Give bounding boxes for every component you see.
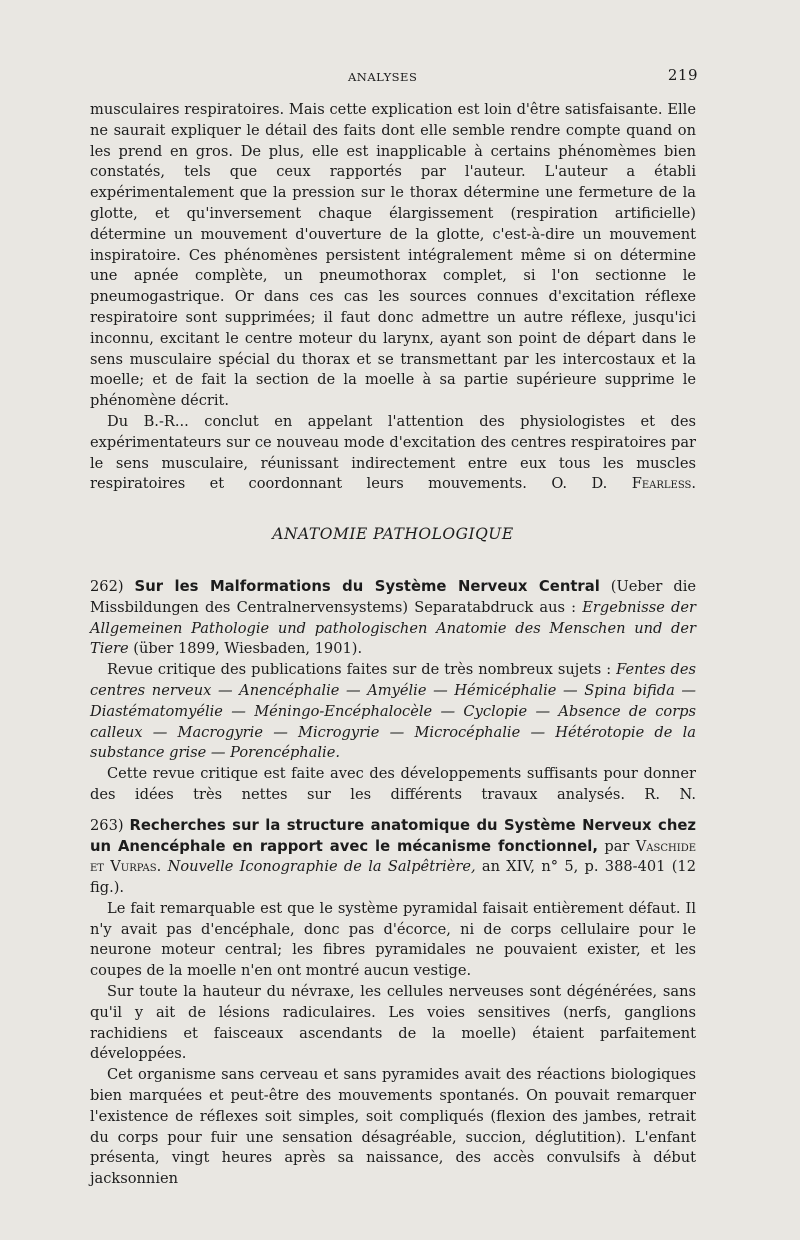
section-title: ANATOMIE PATHOLOGIQUE (272, 525, 514, 544)
page-body (90, 100, 696, 1190)
intro-signature: O. D. Fearless. (551, 475, 696, 493)
article-263-authors: Vaschide et Vurpas. (90, 837, 697, 876)
article-262-paragraph-2 (90, 764, 696, 806)
article-262-ref-source: Ergebnisse der Allgemeinen Pathologie und pathologischen Anatomie des Menschen und der Tiere (90, 598, 696, 658)
running-title: ANALYSES (348, 70, 418, 84)
article-262-ref-tail: (über 1899, Wiesbaden, 1901). (133, 640, 363, 658)
article-262-p1-topics: Fentes des centres nerveux — Anencéphalie — Amyélie — Hémicéphalie — Spina bifida — Diastématomyélie — Méningo-Encéphalocèle — Cyclopie — Absence de corps calleux — Macrogyrie — Microgyrie — Microcéphalie — Hétérotopie de la substance grise — Porencéphalie. (90, 661, 696, 762)
article-263-ref-source: Nouvelle Iconographie de la Salpêtrière, (167, 858, 476, 876)
page-header (88, 66, 698, 86)
article-262-paragraph-1 (90, 660, 696, 764)
article-262-number: 262) (90, 577, 124, 595)
article-262-p1-text: Revue critique des publications faites sur de très nombreux sujets : (107, 661, 612, 679)
intro-paragraph-1: musculaires respiratoires. Mais cette explication est loin d'être satisfaisante. Elle ne saurait expliquer le détail des faits dont elle semble rendre compte quand on les prend en gros. De plus, elle est inapplicable à certains phénomèmes bien constatés, tels que ceux rapportés par l'auteur. L'auteur a établi expérimentalement que la pression sur le thorax détermine une fermeture de la glotte, et qu'inversement chaque élargissement (respiration artificielle) détermine un mouvement d'ouverture de la glotte, c'est-à-dire un mouvement inspiratoire. Ces phénomènes persistent intégralement même si on détermine une apnée complète, un pneumothorax complet, si l'on sectionne le pneumogastrique. Or dans ces cas les sources connues d'excitation réflexe respiratoire sont supprimées; il faut donc admettre un autre réflexe, jusqu'ici inconnu, excitant le centre moteur du larynx, ayant son point de départ dans le sens musculaire spécial du thorax et se transmettant par les intercostaux et la moelle; et de fait la section de la moelle à sa partie supérieure supprime le phénomène décrit. (90, 101, 696, 410)
article-263-heading (90, 816, 696, 899)
article-262-ref: (Ueber die Missbildungen des Centralnervensystems) Separatabdruck aus : (90, 577, 696, 616)
article-262-heading (90, 577, 696, 660)
article-263-number: 263) (90, 816, 124, 834)
article-263-ref-tail: an XIV, n° 5, p. 388-401 (12 fig.). (90, 858, 696, 897)
article-262-p2-text: Cette revue critique est faite avec des développements suffisants pour donner des idées très nettes sur les différents travaux analysés. (90, 765, 696, 803)
article-262 (90, 577, 696, 806)
article-263-ref-par: par (604, 837, 630, 855)
article-263-title: Recherches sur la structure anatomique du Système Nerveux chez un Anencéphale en rapport avec le mécanisme fonctionnel, (90, 816, 697, 855)
intro-paragraph-2 (90, 412, 696, 495)
article-263-paragraph-3: Cet organisme sans cerveau et sans pyramides avait des réactions biologiques bien marquées et peut-être des mouvements spontanés. On pouvait remarquer l'existence de réflexes soit simples, soit compliqués (flexion des jambes, retrait du corps pour fuir une sensation désagréable, succion, déglutition). L'enfant présenta, vingt heures après sa naissance, des accès convulsifs à début jacksonnien (90, 1066, 696, 1188)
page-number: 219 (667, 66, 698, 84)
article-262-signature: R. N. (644, 785, 696, 803)
article-263 (90, 816, 696, 1190)
article-263-paragraph-2: Sur toute la hauteur du névraxe, les cellules nerveuses sont dégénérées, sans qu'il y ait de lésions radiculaires. Les voies sensitives (nerfs, ganglions rachidiens et faisceaux ascendants de la moelle) étaient parfaitement développées. (90, 983, 696, 1063)
article-263-paragraph-1: Le fait remarquable est que le système pyramidal faisait entièrement défaut. Il n'y avait pas d'encéphale, donc pas d'écorce, ni de corps cellulaire pour le neurone moteur central; les fibres pyramidales ne pouvaient exister, et les coupes de la moelle n'en ont montré aucun vestige. (90, 899, 696, 980)
article-262-title: Sur les Malformations du Système Nerveux Central (134, 577, 600, 595)
intro-paragraph-2-text: Du B.-R... conclut en appelant l'attention des physiologistes et des expérimentateurs sur ce nouveau mode d'excitation des centres respiratoires par le sens musculaire, réunissant indirectement entre eux tous les muscles respiratoires et coordonnant leurs mouvements. (90, 412, 696, 493)
